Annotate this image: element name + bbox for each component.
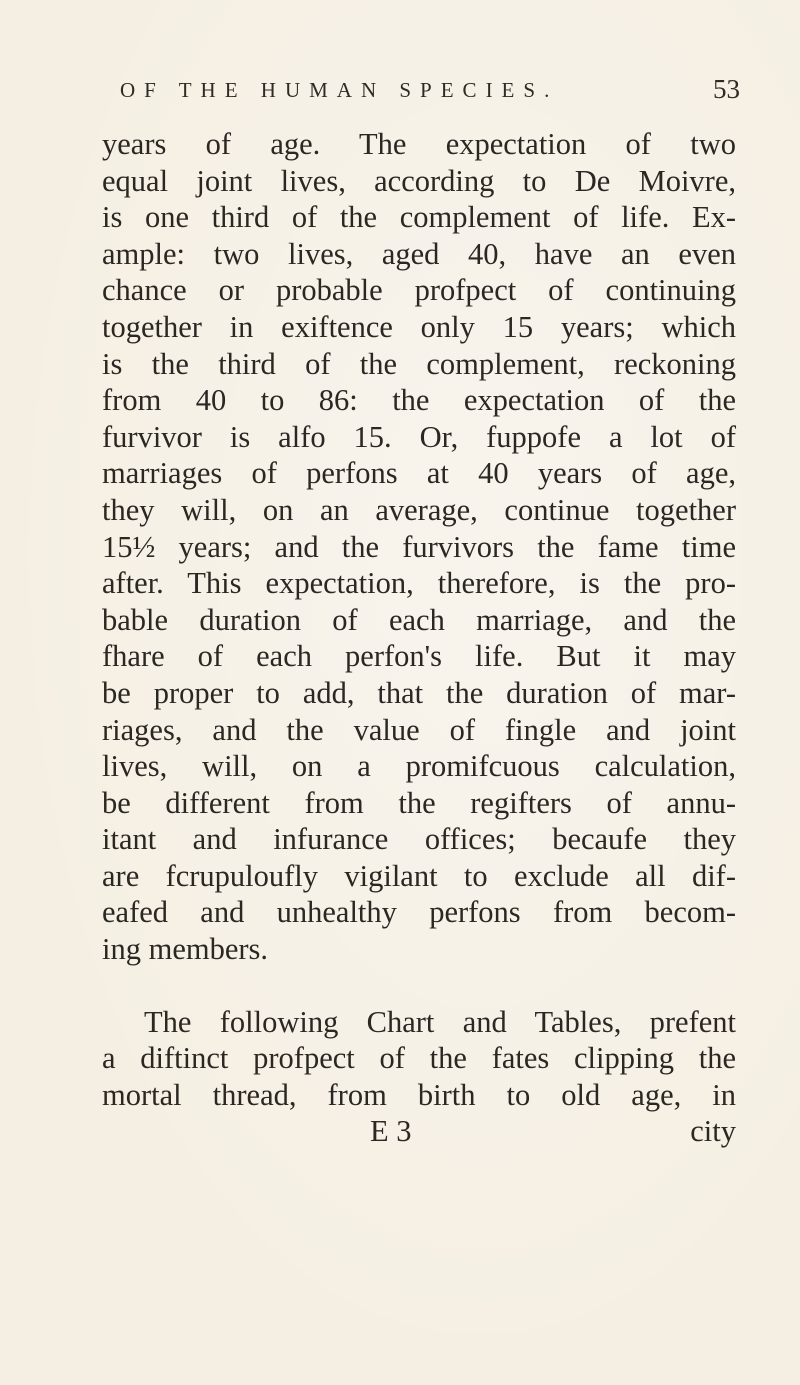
- text-line: a diftinct profpect of the fates clipping the: [102, 1041, 736, 1076]
- text-line: eafed and unhealthy perfons from becom-: [102, 895, 736, 930]
- text-line: is the third of the complement, reckoning: [102, 346, 736, 381]
- paragraph-gap: [102, 968, 736, 1004]
- text-line: years of age. The expectation of two: [102, 127, 736, 161]
- text-line: are fcrupuloufly vigilant to exclude all dif-: [102, 858, 736, 893]
- text-line: furvivor is alfo 15. Or, fuppofe a lot of: [102, 419, 736, 454]
- catchword: city: [690, 1114, 736, 1149]
- text-line: fhare of each perfon's life. But it may: [102, 639, 736, 674]
- text-line: The following Chart and Tables, prefent: [144, 1004, 736, 1039]
- text-line: chance or probable profpect of continuing: [102, 273, 736, 308]
- text-line: ing members.: [102, 932, 269, 967]
- text-line: equal joint lives, according to De Moivre,: [102, 163, 736, 198]
- text-line: after. This expectation, therefore, is the pro-: [102, 566, 736, 601]
- text-line: from 40 to 86: the expectation of the: [102, 383, 736, 418]
- signature-mark: E 3: [370, 1114, 412, 1149]
- page-number: 53: [713, 74, 740, 104]
- text-line: ample: two lives, aged 40, have an even: [102, 236, 736, 271]
- text-line: bable duration of each marriage, and the: [102, 602, 736, 637]
- text-line: 15½ years; and the furvivors the fame time: [102, 529, 736, 564]
- text-line: be different from the regifters of annu-: [102, 785, 736, 820]
- text-line: marriages of perfons at 40 years of age,: [102, 456, 736, 491]
- text-line: they will, on an average, continue together: [102, 492, 736, 527]
- text-line: riages, and the value of fingle and joint: [102, 712, 736, 747]
- text-line: itant and infurance offices; becaufe they: [102, 822, 736, 857]
- text-line: lives, will, on a promifcuous calculation,: [102, 749, 736, 784]
- text-line: is one third of the complement of life. Ex-: [102, 200, 736, 235]
- paragraph-1: [102, 126, 736, 968]
- running-head-title: OF THE HUMAN SPECIES.: [120, 78, 559, 102]
- paragraph-2: [102, 1004, 736, 1114]
- body-text: [102, 126, 736, 1150]
- text-line: be proper to add, that the duration of mar-: [102, 675, 736, 710]
- running-head: [120, 74, 740, 114]
- page-footer: [102, 1113, 736, 1150]
- text-line: mortal thread, from birth to old age, in: [102, 1077, 736, 1112]
- text-line: together in exiftence only 15 years; which: [102, 309, 736, 344]
